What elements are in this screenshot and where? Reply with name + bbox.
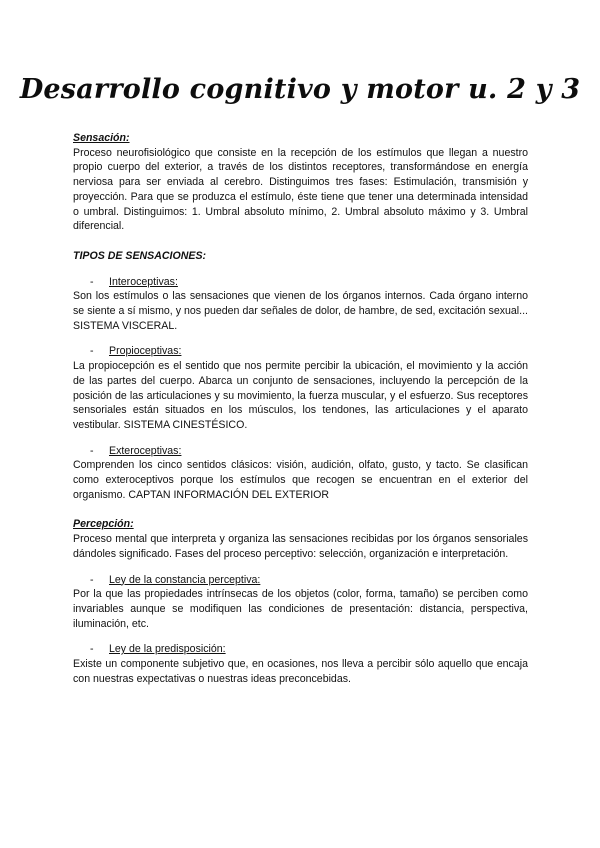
section-heading-sensacion: Sensación: xyxy=(73,132,130,144)
page-title: Desarrollo cognitivo y motor u. 2 y 3 xyxy=(19,74,581,105)
list-item-exteroceptivas xyxy=(73,444,528,459)
section-percepcion xyxy=(73,517,528,686)
propioceptivas-paragraph: La propiocepción es el sentido que nos permite percibir la ubicación, el movimiento y la acción de las partes del cuerpo. Abarca un conjunto de sensaciones, incluyendo la percepción de la posición de las articulaciones y su movimiento, la fuerza muscular, y el esfuerzo. Sus receptores sensoriales están situados en los músculos, los tendones, las articulaciones y el aparato vestibular. SISTEMA CINESTÉSICO. xyxy=(73,360,528,431)
percepcion-paragraph: Proceso mental que interpreta y organiza las sensaciones recibidas por los órganos sensoriales dándoles significado. Fases del proceso perceptivo: selección, organización e interpretación. xyxy=(73,533,528,560)
document-body xyxy=(73,131,528,687)
bullet-dash: - xyxy=(90,573,94,586)
bullet-dash: - xyxy=(90,345,94,358)
bullet-dash: - xyxy=(90,643,94,656)
section-tipos xyxy=(73,249,528,503)
bullet-label: Propioceptivas: xyxy=(109,345,182,358)
list-item-predisposicion xyxy=(73,642,528,657)
list-item-propioceptivas xyxy=(73,344,528,359)
bullet-dash: - xyxy=(90,275,94,288)
predisposicion-paragraph: Existe un componente subjetivo que, en ocasiones, nos lleva a percibir sólo aquello que encaja con nuestras expectativas o nuestras ideas preconcebidas. xyxy=(73,658,528,685)
bullet-label: Ley de la constancia perceptiva: xyxy=(109,573,261,586)
section-heading-tipos: TIPOS DE SENSACIONES: xyxy=(73,249,207,262)
constancia-paragraph: Por la que las propiedades intrínsecas de los objetos (color, forma, tamaño) se perciben como invariables aunque se modifiquen las condiciones de presentación: distancia, perspectiva, iluminación, etc. xyxy=(73,588,528,630)
bullet-label: Ley de la predisposición: xyxy=(109,643,226,656)
exteroceptivas-paragraph: Comprenden los cinco sentidos clásicos: visión, audición, olfato, gusto, y tacto. Se clasifican como exteroceptivos porque los estímulos que recogen se encuentran en el exterior del organismo. CAPTAN INFORMACIÓN DEL EXTERIOR xyxy=(73,459,528,501)
list-item-interoceptivas xyxy=(73,275,528,290)
bullet-label: Exteroceptivas: xyxy=(109,444,182,457)
section-heading-percepcion: Percepción: xyxy=(73,518,134,531)
sensacion-paragraph: Proceso neurofisiológico que consiste en la recepción de los estímulos que llegan a nuestro propio cuerpo del exterior, a través de los distintos receptores, transformándose en energía nerviosa para ser enviada al cerebro. Distinguimos tres fases: Estimulación, transmisión y proyección. Para que se produzca el estímulo, éste tiene que tener una determinada intensidad o umbral. Distinguimos: 1. Umbral absoluto mínimo, 2. Umbral absoluto máximo y 3. Umbral diferencial. xyxy=(73,146,528,233)
bullet-dash: - xyxy=(90,444,94,457)
section-sensacion xyxy=(73,131,528,234)
list-item-constancia xyxy=(73,573,528,588)
interoceptivas-paragraph: Son los estímulos o las sensaciones que vienen de los órganos internos. Cada órgano interno se siente a sí mismo, y nos pueden dar señales de dolor, de hambre, de sed, excitación sexual... SISTEMA VISCERAL. xyxy=(73,290,528,332)
bullet-label: Interoceptivas: xyxy=(109,275,178,288)
